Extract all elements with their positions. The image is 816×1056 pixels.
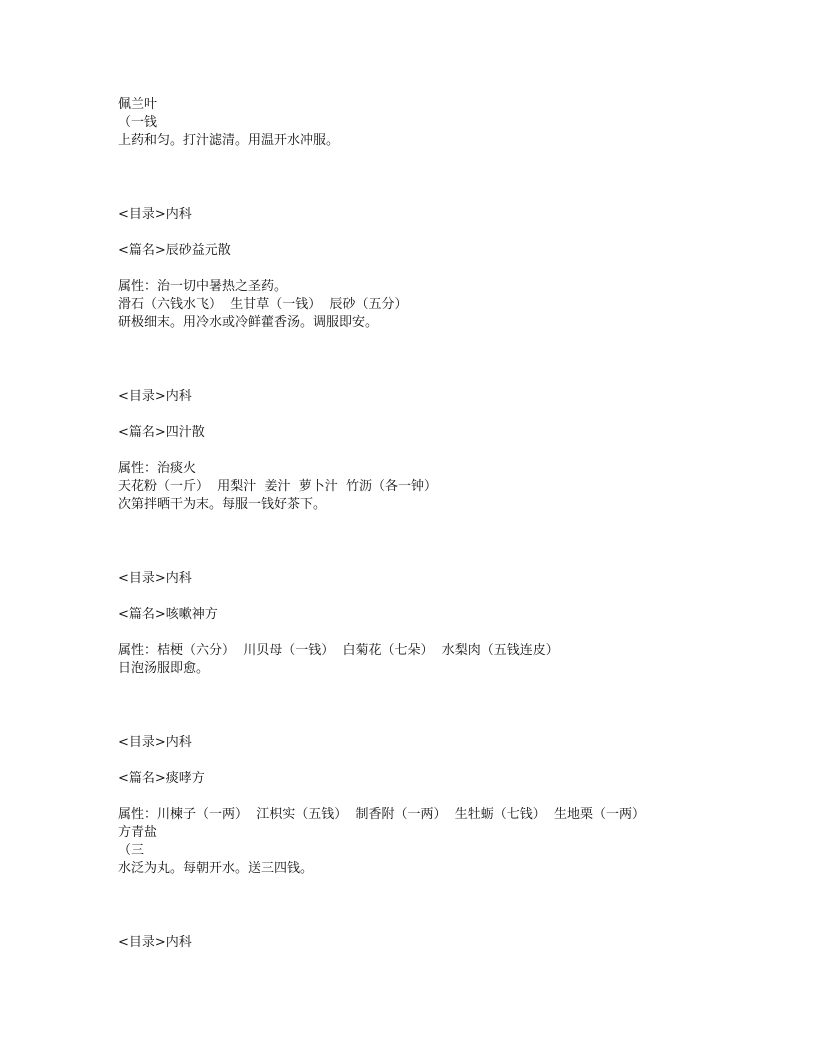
text-line: 方青盐: [118, 825, 158, 840]
entry-block: [118, 96, 758, 150]
catalog-heading: <目录>内科: [118, 735, 192, 750]
catalog-heading: <目录>内科: [118, 571, 192, 586]
text-line: 佩兰叶: [118, 97, 158, 112]
chapter-title: <篇名>痰哮方: [118, 771, 205, 786]
entry-block: [118, 570, 758, 678]
document-page: [118, 96, 758, 952]
chapter-title: <篇名>咳嗽神方: [118, 607, 218, 622]
text-line: 属性：治一切中暑热之圣药。: [118, 279, 288, 294]
entry-block: [118, 934, 758, 952]
entry-block: [118, 388, 758, 514]
text-line: 属性：川楝子（一两） 江枳实（五钱） 制香附（一两） 生牡蛎（七钱） 生地栗（一两）: [118, 807, 646, 822]
text-line: 次第拌晒干为末。每服一钱好茶下。: [118, 497, 327, 512]
text-line: 日泡汤服即愈。: [118, 661, 210, 676]
entry-block: [118, 206, 758, 332]
catalog-heading: <目录>内科: [118, 207, 192, 222]
text-line: 属性：桔梗（六分） 川贝母（一钱） 白菊花（七朵） 水梨肉（五钱连皮）: [118, 643, 559, 658]
text-line: 天花粉（一斤） 用梨汁 姜汁 萝卜汁 竹沥（各一钟）: [118, 479, 438, 494]
text-line: 上药和匀。打汁滤清。用温开水冲服。: [118, 133, 340, 148]
text-line: （三: [118, 843, 145, 858]
text-line: 研极细末。用冷水或冷鲜藿香汤。调服即安。: [118, 315, 379, 330]
entry-block: [118, 734, 758, 878]
text-line: 滑石（六钱水飞） 生甘草（一钱） 辰砂（五分）: [118, 297, 408, 312]
catalog-heading: <目录>内科: [118, 935, 192, 950]
text-line: 水泛为丸。每朝开水。送三四钱。: [118, 861, 314, 876]
chapter-title: <篇名>四汁散: [118, 425, 205, 440]
chapter-title: <篇名>辰砂益元散: [118, 243, 231, 258]
catalog-heading: <目录>内科: [118, 389, 192, 404]
text-line: 属性：治痰火: [118, 461, 197, 476]
text-line: （一钱: [118, 115, 158, 130]
